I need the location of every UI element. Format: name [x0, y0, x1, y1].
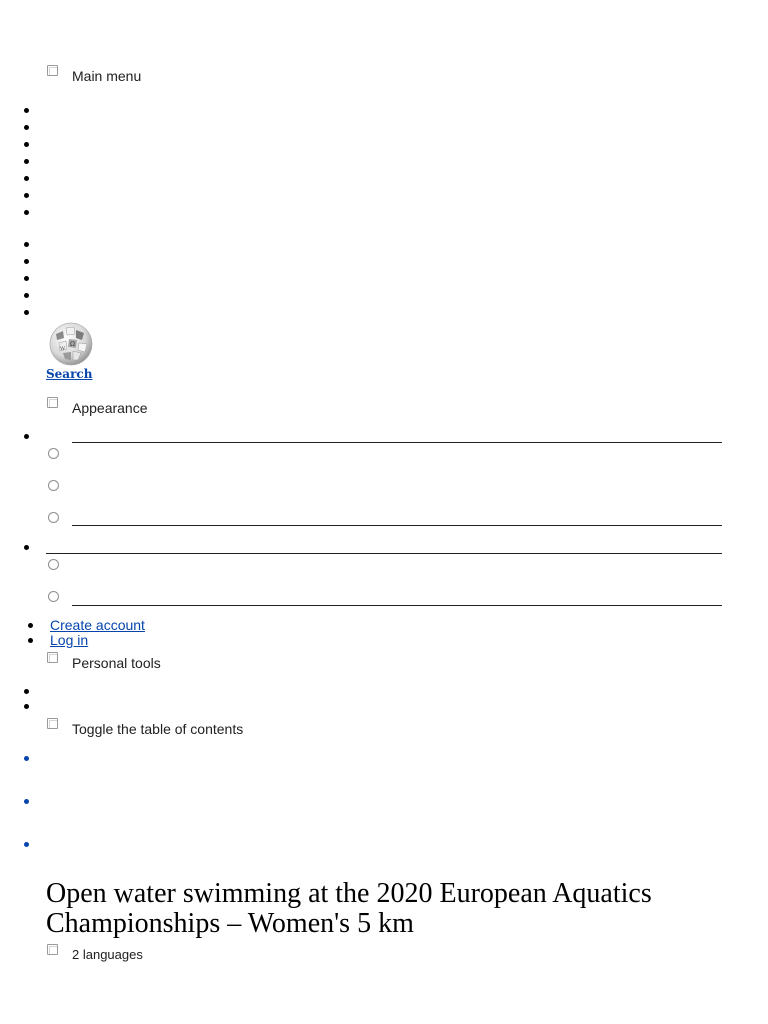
toc-list-item[interactable]	[24, 842, 29, 847]
list-item	[24, 125, 29, 130]
divider	[46, 553, 722, 554]
list-item	[24, 259, 29, 264]
list-item	[24, 159, 29, 164]
toc-list-item[interactable]	[24, 756, 29, 761]
main-menu-checkbox[interactable]	[47, 65, 58, 76]
divider	[72, 442, 722, 443]
text-size-radio-small[interactable]	[48, 448, 59, 459]
svg-text:W: W	[60, 346, 66, 352]
list-item	[24, 704, 29, 709]
list-item	[24, 193, 29, 198]
divider	[72, 525, 722, 526]
personal-tools-checkbox[interactable]	[47, 652, 58, 663]
personal-tools-label[interactable]: Personal tools	[72, 655, 161, 671]
width-radio-standard[interactable]	[48, 559, 59, 570]
list-item	[24, 276, 29, 281]
create-account-link[interactable]: Create account	[50, 617, 145, 633]
list-item	[24, 142, 29, 147]
list-item	[24, 242, 29, 247]
list-item	[24, 293, 29, 298]
list-item	[24, 210, 29, 215]
page-title: Open water swimming at the 2020 European Aquatics Championships – Women's 5 km	[46, 878, 652, 939]
text-size-radio-large[interactable]	[48, 512, 59, 523]
wikipedia-globe-icon[interactable]	[46, 320, 96, 366]
list-item	[24, 689, 29, 694]
languages-checkbox[interactable]	[47, 944, 58, 955]
search-link[interactable]: Search	[46, 367, 93, 381]
languages-label[interactable]: 2 languages	[72, 947, 143, 962]
width-radio-wide[interactable]	[48, 591, 59, 602]
divider	[72, 605, 722, 606]
toc-list-item[interactable]	[24, 799, 29, 804]
list-item	[24, 176, 29, 181]
list-item	[24, 434, 29, 439]
log-in-link[interactable]: Log in	[50, 632, 89, 648]
toc-toggle-label[interactable]: Toggle the table of contents	[72, 721, 244, 737]
list-item	[24, 108, 29, 113]
toc-toggle-checkbox[interactable]	[47, 718, 58, 729]
text-size-radio-standard[interactable]	[48, 480, 59, 491]
svg-text:Ω: Ω	[70, 341, 75, 348]
list-item	[28, 623, 33, 628]
list-item	[24, 545, 29, 550]
main-menu-label[interactable]: Main menu	[72, 68, 142, 84]
appearance-checkbox[interactable]	[47, 397, 58, 408]
list-item	[28, 638, 33, 643]
appearance-label[interactable]: Appearance	[72, 400, 148, 416]
list-item	[24, 310, 29, 315]
